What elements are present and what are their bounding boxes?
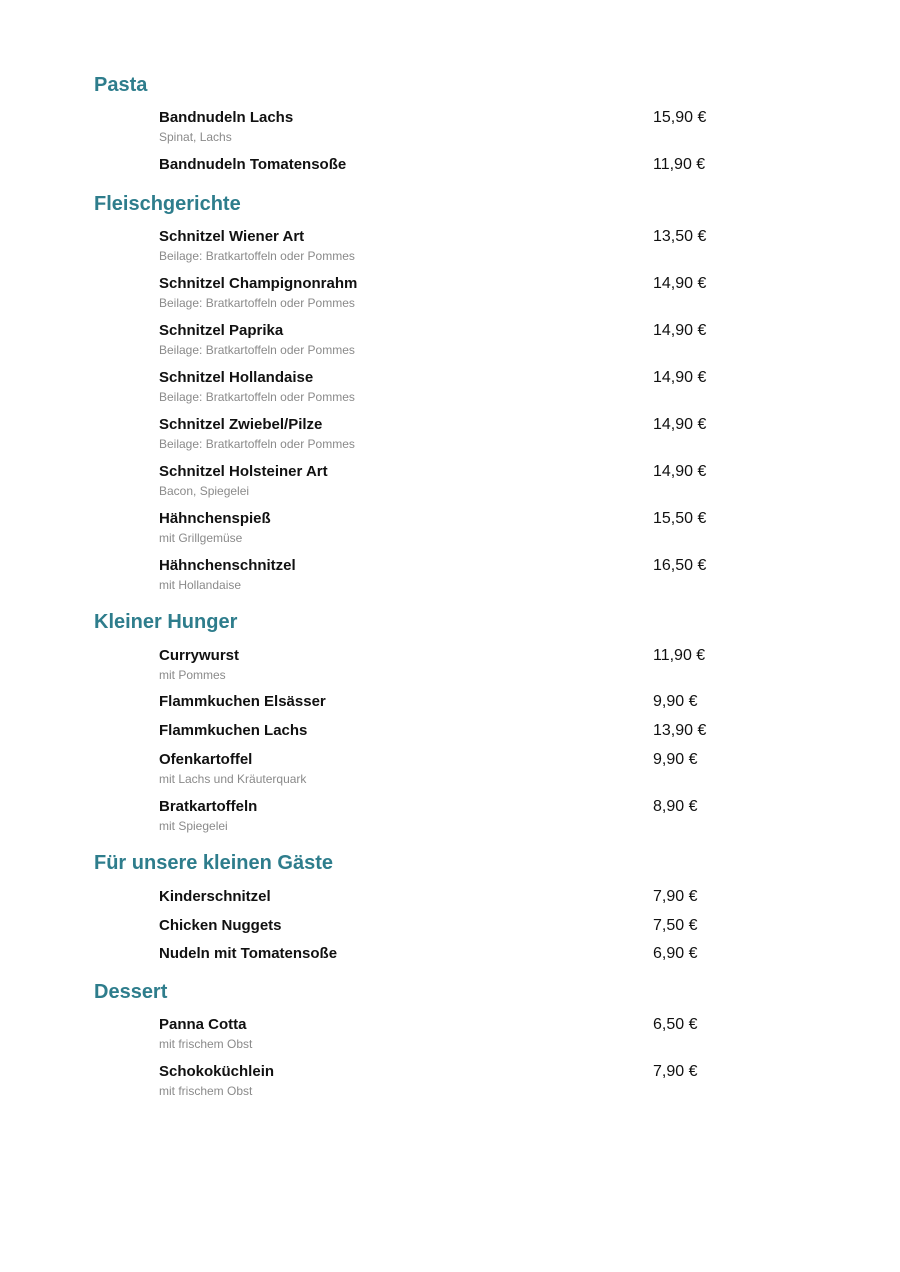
section-title-dessert: Dessert [94,981,168,1003]
menu-item [159,228,719,264]
menu-item [159,1016,719,1052]
item-description: Spinat, Lachs [159,130,232,144]
item-description: Beilage: Bratkartoffeln oder Pommes [159,296,355,310]
item-price: 11,90 € [653,156,706,173]
item-name: Schokoküchlein [159,1063,275,1080]
item-description: mit Grillgemüse [159,531,243,545]
item-price: 16,50 € [653,557,707,574]
item-description: mit Hollandaise [159,578,242,592]
section-title-kleiner-hunger: Kleiner Hunger [94,611,238,633]
item-price: 14,90 € [653,416,707,433]
item-price: 14,90 € [653,322,707,339]
section-title-fleischgerichte: Fleischgerichte [94,193,241,215]
item-description: Beilage: Bratkartoffeln oder Pommes [159,390,355,404]
menu-item [159,917,719,935]
section-title-kinder: Für unsere kleinen Gäste [94,852,333,874]
item-name: Ofenkartoffel [159,751,253,768]
menu-item [159,722,719,740]
item-price: 7,50 € [653,917,698,934]
menu-item [159,416,719,452]
item-description: Beilage: Bratkartoffeln oder Pommes [159,249,355,263]
item-price: 13,50 € [653,228,707,245]
menu-item [159,888,719,906]
item-name: Flammkuchen Lachs [159,722,308,739]
item-description: mit Spiegelei [159,819,228,833]
item-name: Schnitzel Holsteiner Art [159,463,328,480]
item-price: 9,90 € [653,693,698,710]
menu-item [159,557,719,593]
menu-item [159,751,719,787]
item-name: Currywurst [159,647,240,664]
menu-item [159,1063,719,1099]
item-name: Kinderschnitzel [159,888,271,905]
menu-item [159,275,719,311]
item-price: 11,90 € [653,647,706,664]
item-description: mit frischem Obst [159,1037,253,1051]
item-name: Bratkartoffeln [159,798,258,815]
item-name: Nudeln mit Tomatensoße [159,945,338,962]
item-price: 7,90 € [653,1063,698,1080]
item-name: Schnitzel Wiener Art [159,228,305,245]
item-price: 13,90 € [653,722,707,739]
item-price: 8,90 € [653,798,698,815]
item-description: Beilage: Bratkartoffeln oder Pommes [159,343,355,357]
menu-item [159,109,719,145]
item-price: 15,50 € [653,510,707,527]
item-price: 6,50 € [653,1016,698,1033]
item-name: Chicken Nuggets [159,917,282,934]
section-title-pasta: Pasta [94,74,148,96]
item-description: mit frischem Obst [159,1084,253,1098]
menu-item [159,369,719,405]
item-price: 9,90 € [653,751,698,768]
menu-item [159,510,719,546]
item-price: 14,90 € [653,369,707,386]
menu-item [159,945,719,963]
item-description: Bacon, Spiegelei [159,484,250,498]
menu-item [159,322,719,358]
item-description: mit Lachs und Kräuterquark [159,772,307,786]
item-name: Panna Cotta [159,1016,247,1033]
item-price: 6,90 € [653,945,698,962]
item-name: Bandnudeln Tomatensoße [159,156,347,173]
menu-item [159,798,719,834]
item-description: Beilage: Bratkartoffeln oder Pommes [159,437,355,451]
menu-item [159,156,719,174]
item-price: 14,90 € [653,275,707,292]
item-name: Schnitzel Zwiebel/Pilze [159,416,323,433]
item-price: 7,90 € [653,888,698,905]
menu-item [159,647,719,683]
item-name: Schnitzel Champignonrahm [159,275,358,292]
menu-item [159,693,719,711]
menu-item [159,463,719,499]
item-name: Schnitzel Hollandaise [159,369,314,386]
item-price: 14,90 € [653,463,707,480]
item-name: Flammkuchen Elsässer [159,693,326,710]
item-name: Hähnchenschnitzel [159,557,296,574]
item-name: Bandnudeln Lachs [159,109,294,126]
item-name: Hähnchenspieß [159,510,271,527]
item-description: mit Pommes [159,668,226,682]
item-name: Schnitzel Paprika [159,322,284,339]
item-price: 15,90 € [653,109,707,126]
